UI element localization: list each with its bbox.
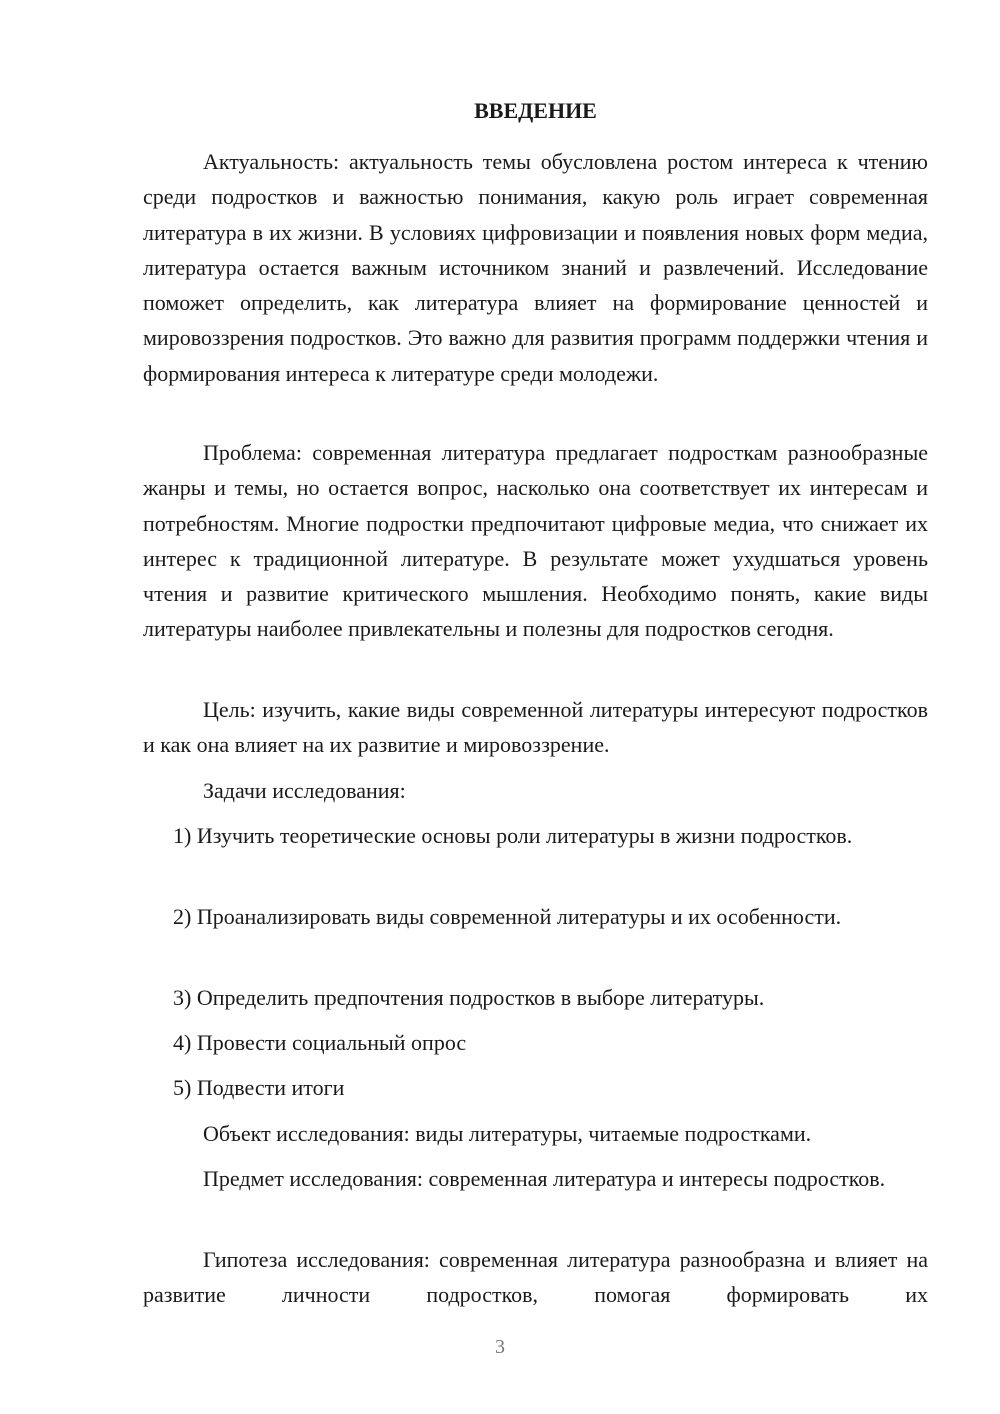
- goal-paragraph: Цель: изучить, какие виды современной литературы интересуют подростков и как она влияет на их развитие и мировоззрение.: [143, 697, 928, 758]
- research-subject: Предмет исследования: современная литература и интересы подростков.: [203, 1166, 886, 1191]
- research-object: Объект исследования: виды литературы, читаемые подростками.: [203, 1121, 812, 1146]
- relevance-paragraph: Актуальность: актуальность темы обусловлена ростом интереса к чтению среди подростков и важностью понимания, какую роль играет современная литература в их жизни. В условиях цифровизации и появления новых форм медиа, литература остается важным источником знаний и развлечений. Исследование поможет определить, как литература влияет на формирование ценностей и мировоззрения подростков. Это важно для развития программ поддержки чтения и формирования интереса к литературе среди молодежи.: [143, 149, 928, 386]
- task-item-4: 4) Провести социальный опрос: [173, 1030, 467, 1055]
- task-item-5: 5) Подвести итоги: [173, 1075, 345, 1100]
- tasks-heading: Задачи исследования:: [203, 778, 406, 803]
- problem-paragraph: Проблема: современная литература предлагает подросткам разнообразные жанры и темы, но остается вопрос, насколько она соответствует их интересам и потребностям. Многие подростки предпочитают цифровые медиа, что снижает их интерес к традиционной литературе. В результате может ухудшаться уровень чтения и развитие критического мышления. Необходимо понять, какие виды литературы наиболее привлекательны и полезны для подростков сегодня.: [143, 440, 928, 642]
- task-item-1: 1) Изучить теоретические основы роли литературы в жизни подростков.: [173, 823, 853, 848]
- task-item-3: 3) Определить предпочтения подростков в выборе литературы.: [173, 985, 765, 1010]
- section-heading: ВВЕДЕНИЕ: [474, 98, 597, 123]
- research-hypothesis: Гипотеза исследования: современная литература разнообразна и влияет на развитие личности подростков, помогая формировать их: [143, 1247, 928, 1308]
- task-item-2: 2) Проанализировать виды современной литературы и их особенности.: [173, 904, 842, 929]
- page-number: 3: [495, 1336, 505, 1358]
